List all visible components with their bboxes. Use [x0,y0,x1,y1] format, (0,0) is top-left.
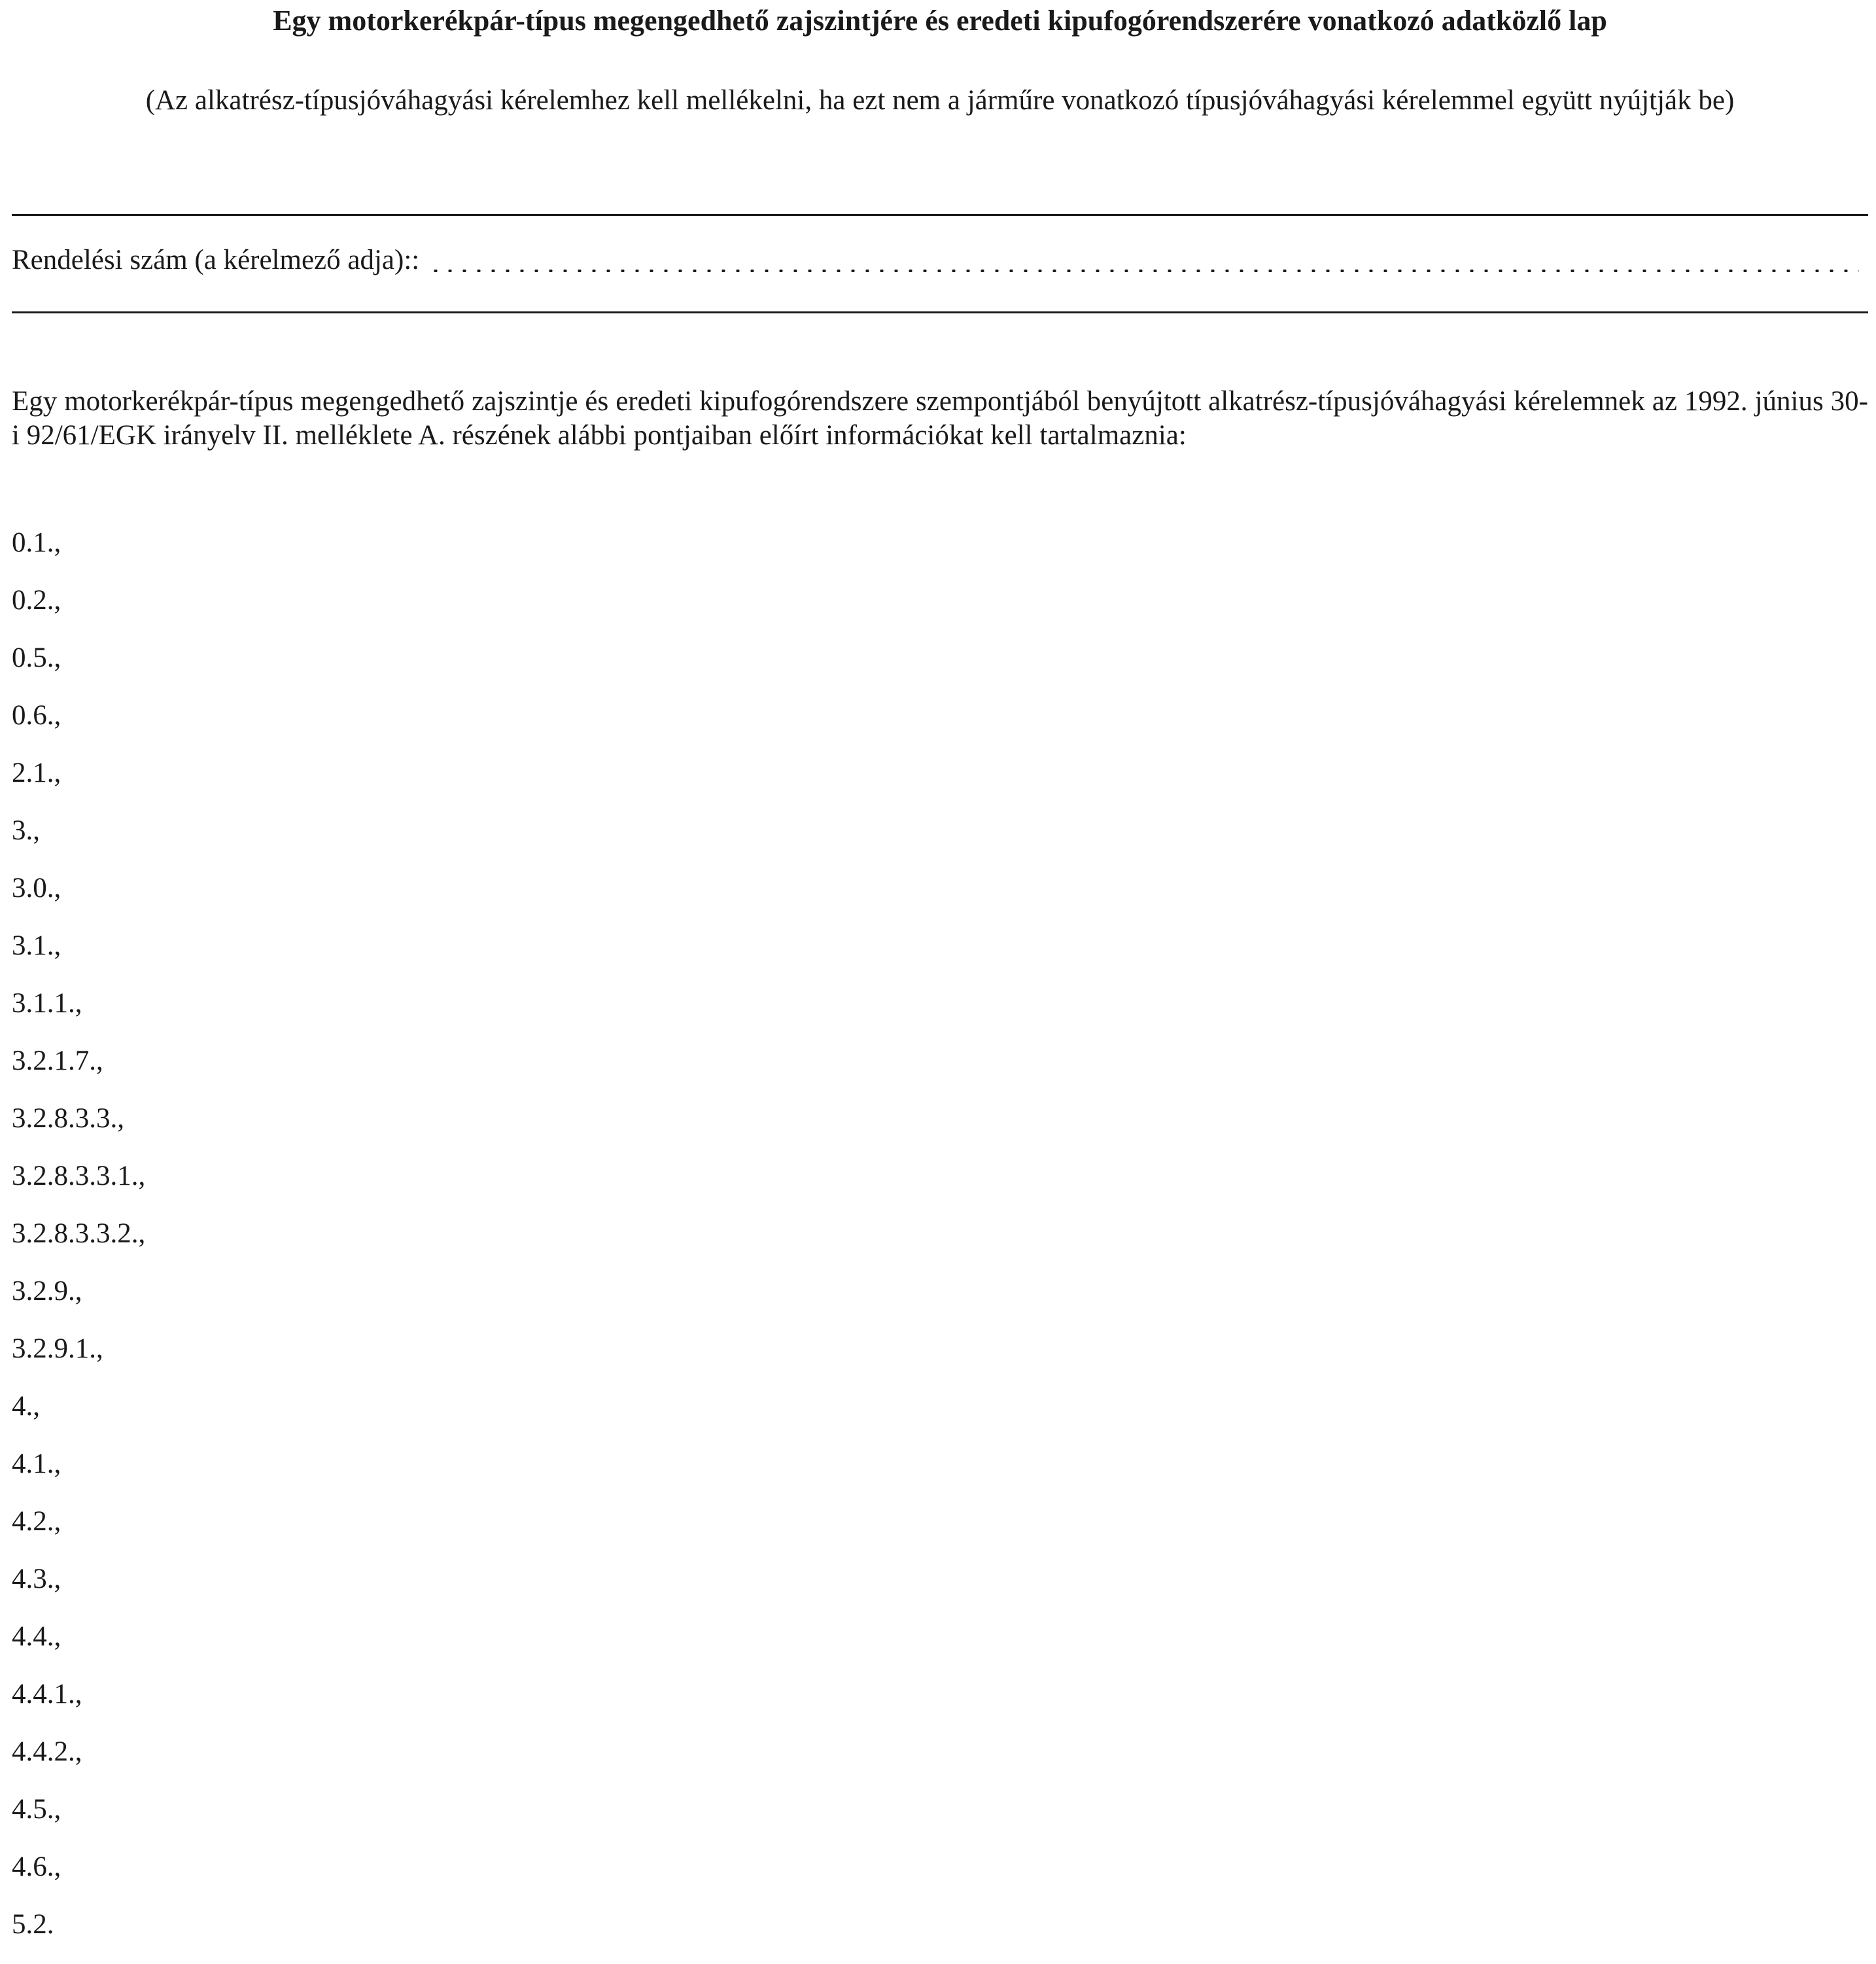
list-item: 4.4., [12,1621,61,1652]
list-item: 3.1., [12,930,61,961]
document-page [12,0,1868,1959]
list-item: 3.2.8.3.3.2., [12,1218,146,1249]
item-list [12,525,145,1964]
list-item: 4.4.1., [12,1679,82,1710]
list-item: 4., [12,1391,40,1422]
document-subtitle: (Az alkatrész-típusjóváhagyási kérelemhez kell mellékelni, ha ezt nem a járműre vonatkozó típusjóváhagyási kérelemmel együtt nyújtják be) [145,85,1735,116]
order-number-fill-line[interactable] [428,270,1859,272]
list-item: 2.1., [12,758,61,788]
list-item: 0.6., [12,700,61,731]
top-rule [12,214,1868,216]
list-item: 0.2., [12,585,61,616]
list-item: 3.2.8.3.3., [12,1103,124,1134]
order-number-row [12,242,1868,281]
list-item: 3., [12,815,40,846]
list-item: 4.2., [12,1506,61,1537]
list-item: 4.5., [12,1794,61,1825]
list-item: 0.5., [12,642,61,673]
list-item: 4.4.2., [12,1736,82,1767]
order-number-label: Rendelési szám (a kérelmező adja):: [12,245,420,275]
list-item: 3.1.1., [12,988,82,1019]
bottom-rule [12,311,1868,313]
list-item: 0.1., [12,527,61,558]
list-item: 4.3., [12,1564,61,1594]
list-item: 3.0., [12,873,61,903]
intro-paragraph: Egy motorkerékpár-típus megengedhető zajszintje és eredeti kipufogórendszere szempontjából benyújtott alkatrész-típusjóváhagyási kérelemnek az 1992. június 30-i 92/61/EGK irányelv II. melléklete A. részének alábbi pontjaiban előírt információkat kell tartalmaznia: [12,386,1868,451]
list-item: 3.2.9., [12,1276,82,1306]
list-item: 3.2.9.1., [12,1333,103,1364]
list-item: 4.1., [12,1448,61,1479]
list-item: 4.6., [12,1851,61,1882]
list-item: 3.2.8.3.3.1., [12,1161,146,1191]
list-item: 3.2.1.7., [12,1045,103,1076]
list-item: 5.2. [12,1909,54,1940]
document-title: Egy motorkerékpár-típus megengedhető zajszintjére és eredeti kipufogórendszerére vonatkozó adatközlő lap [273,5,1607,37]
